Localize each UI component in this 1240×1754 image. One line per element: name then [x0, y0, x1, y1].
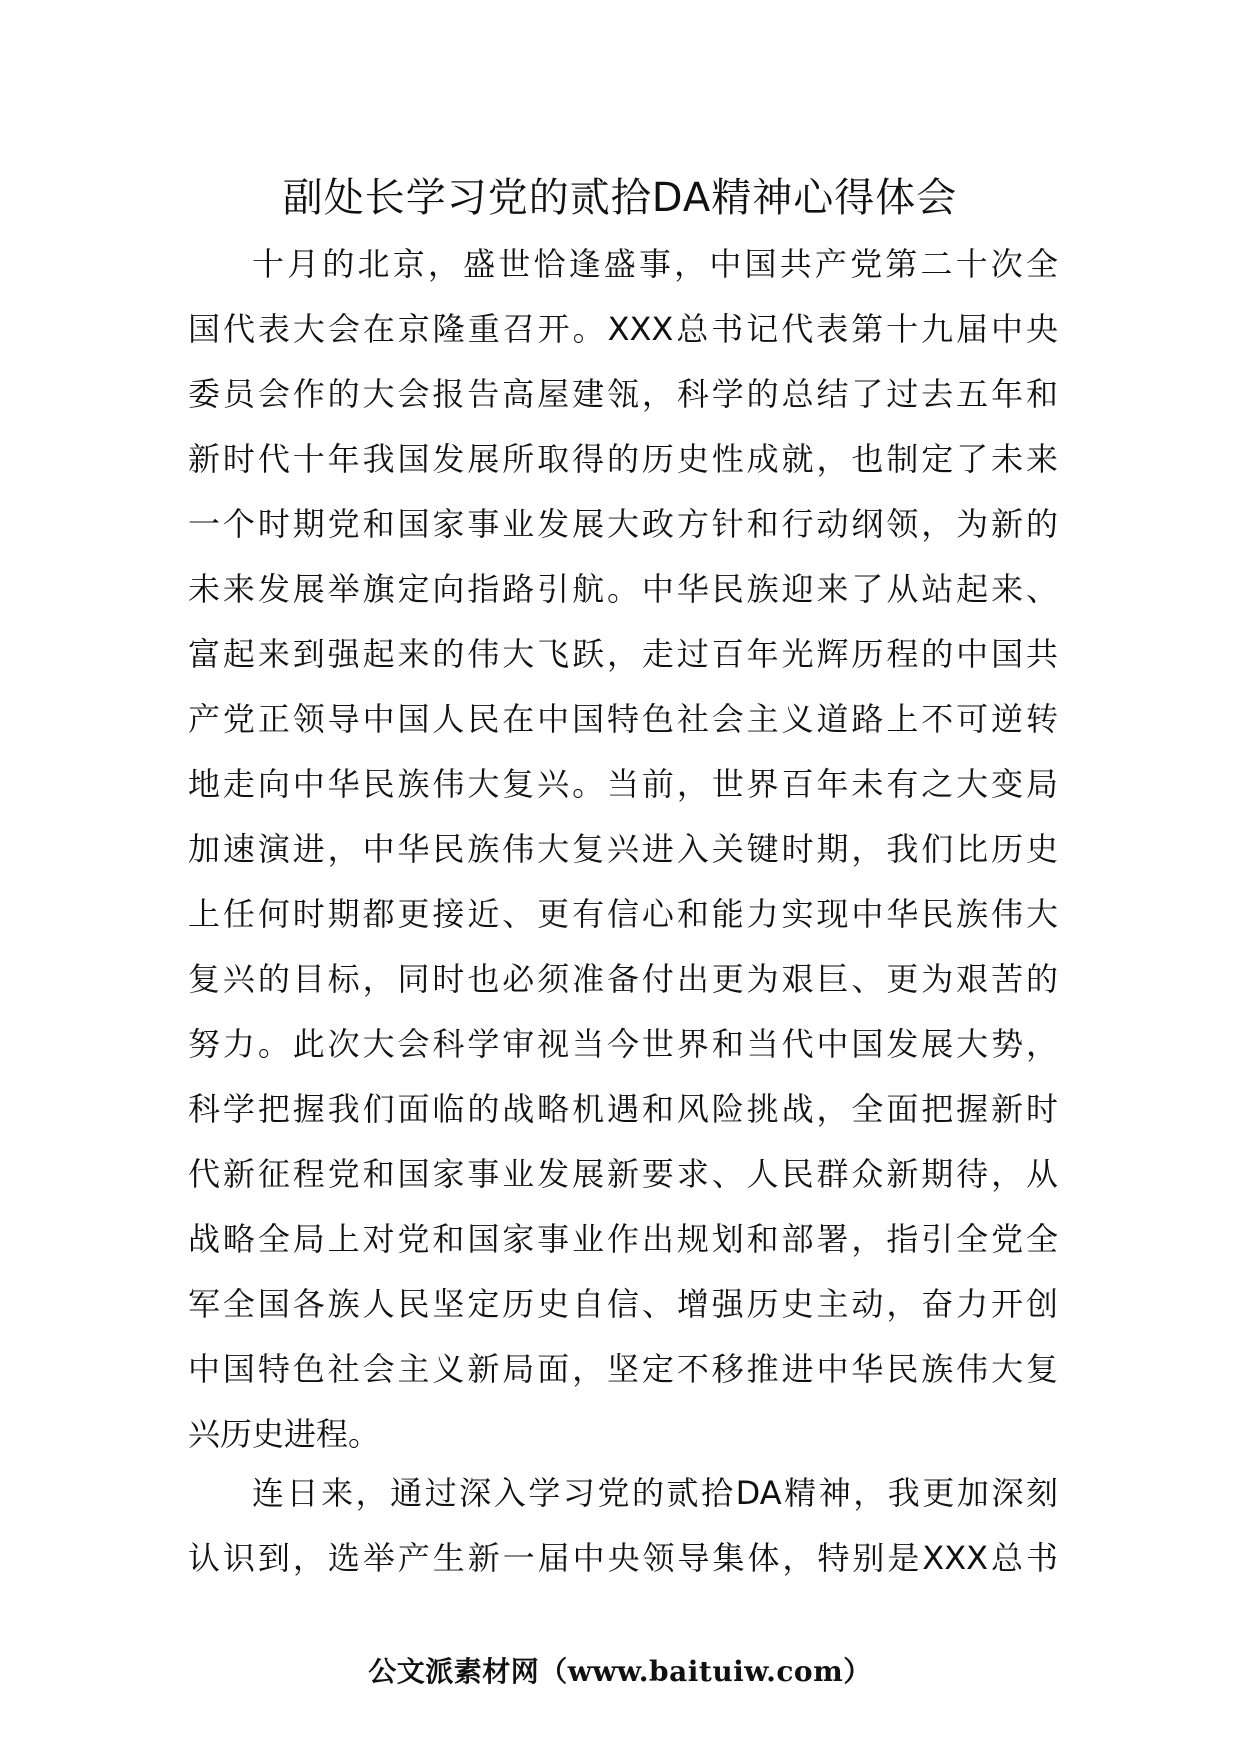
- paragraph-line: 十月的北京，盛世恰逢盛事，中国共产党第二十次全: [252, 245, 1058, 283]
- paragraph-line: 兴历史进程。: [188, 1415, 381, 1453]
- paragraph-line: 国代表大会在京隆重召开。XXX总书记代表第十九届中央: [188, 310, 1058, 348]
- paragraph-line: 努力。此次大会科学审视当今世界和当代中国发展大势，: [188, 1025, 1058, 1063]
- paragraph-line: 未来发展举旗定向指路引航。中华民族迎来了从站起来、: [188, 570, 1058, 608]
- paragraph-line: 一个时期党和国家事业发展大政方针和行动纲领，为新的: [188, 505, 1058, 543]
- paragraph-line: 加速演进，中华民族伟大复兴进入关键时期，我们比历史: [188, 830, 1058, 868]
- paragraph-line: 代新征程党和国家事业发展新要求、人民群众新期待，从: [188, 1155, 1058, 1193]
- document-title: 副处长学习党的贰拾DA精神心得体会: [282, 175, 958, 221]
- paragraph-line: 军全国各族人民坚定历史自信、增强历史主动，奋力开创: [188, 1285, 1058, 1323]
- paragraph-line: 复兴的目标，同时也必须准备付出更为艰巨、更为艰苦的: [188, 960, 1058, 998]
- paragraph-line: 中国特色社会主义新局面，坚定不移推进中华民族伟大复: [188, 1350, 1058, 1388]
- paragraph-line: 新时代十年我国发展所取得的历史性成就，也制定了未来: [188, 440, 1058, 478]
- paragraph-line: 地走向中华民族伟大复兴。当前，世界百年未有之大变局: [188, 765, 1058, 803]
- paragraph-line: 科学把握我们面临的战略机遇和风险挑战，全面把握新时: [188, 1090, 1058, 1128]
- paragraph-line: 产党正领导中国人民在中国特色社会主义道路上不可逆转: [188, 700, 1058, 738]
- paragraph-2: [188, 1461, 1058, 1591]
- paragraph-1: [188, 232, 1058, 1467]
- paragraph-line: 委员会作的大会报告高屋建瓴，科学的总结了过去五年和: [188, 375, 1058, 413]
- paragraph-line: 连日来，通过深入学习党的贰拾DA精神，我更加深刻: [252, 1474, 1058, 1512]
- paragraph-line: 战略全局上对党和国家事业作出规划和部署，指引全党全: [188, 1220, 1058, 1258]
- paragraph-line: 上任何时期都更接近、更有信心和能力实现中华民族伟大: [188, 895, 1058, 933]
- paragraph-line: 富起来到强起来的伟大飞跃，走过百年光辉历程的中国共: [188, 635, 1058, 673]
- paragraph-line: 认识到，选举产生新一届中央领导集体，特别是XXX总书: [188, 1539, 1058, 1577]
- footer-watermark: 公文派素材网（www.baituiw.com）: [368, 1655, 872, 1688]
